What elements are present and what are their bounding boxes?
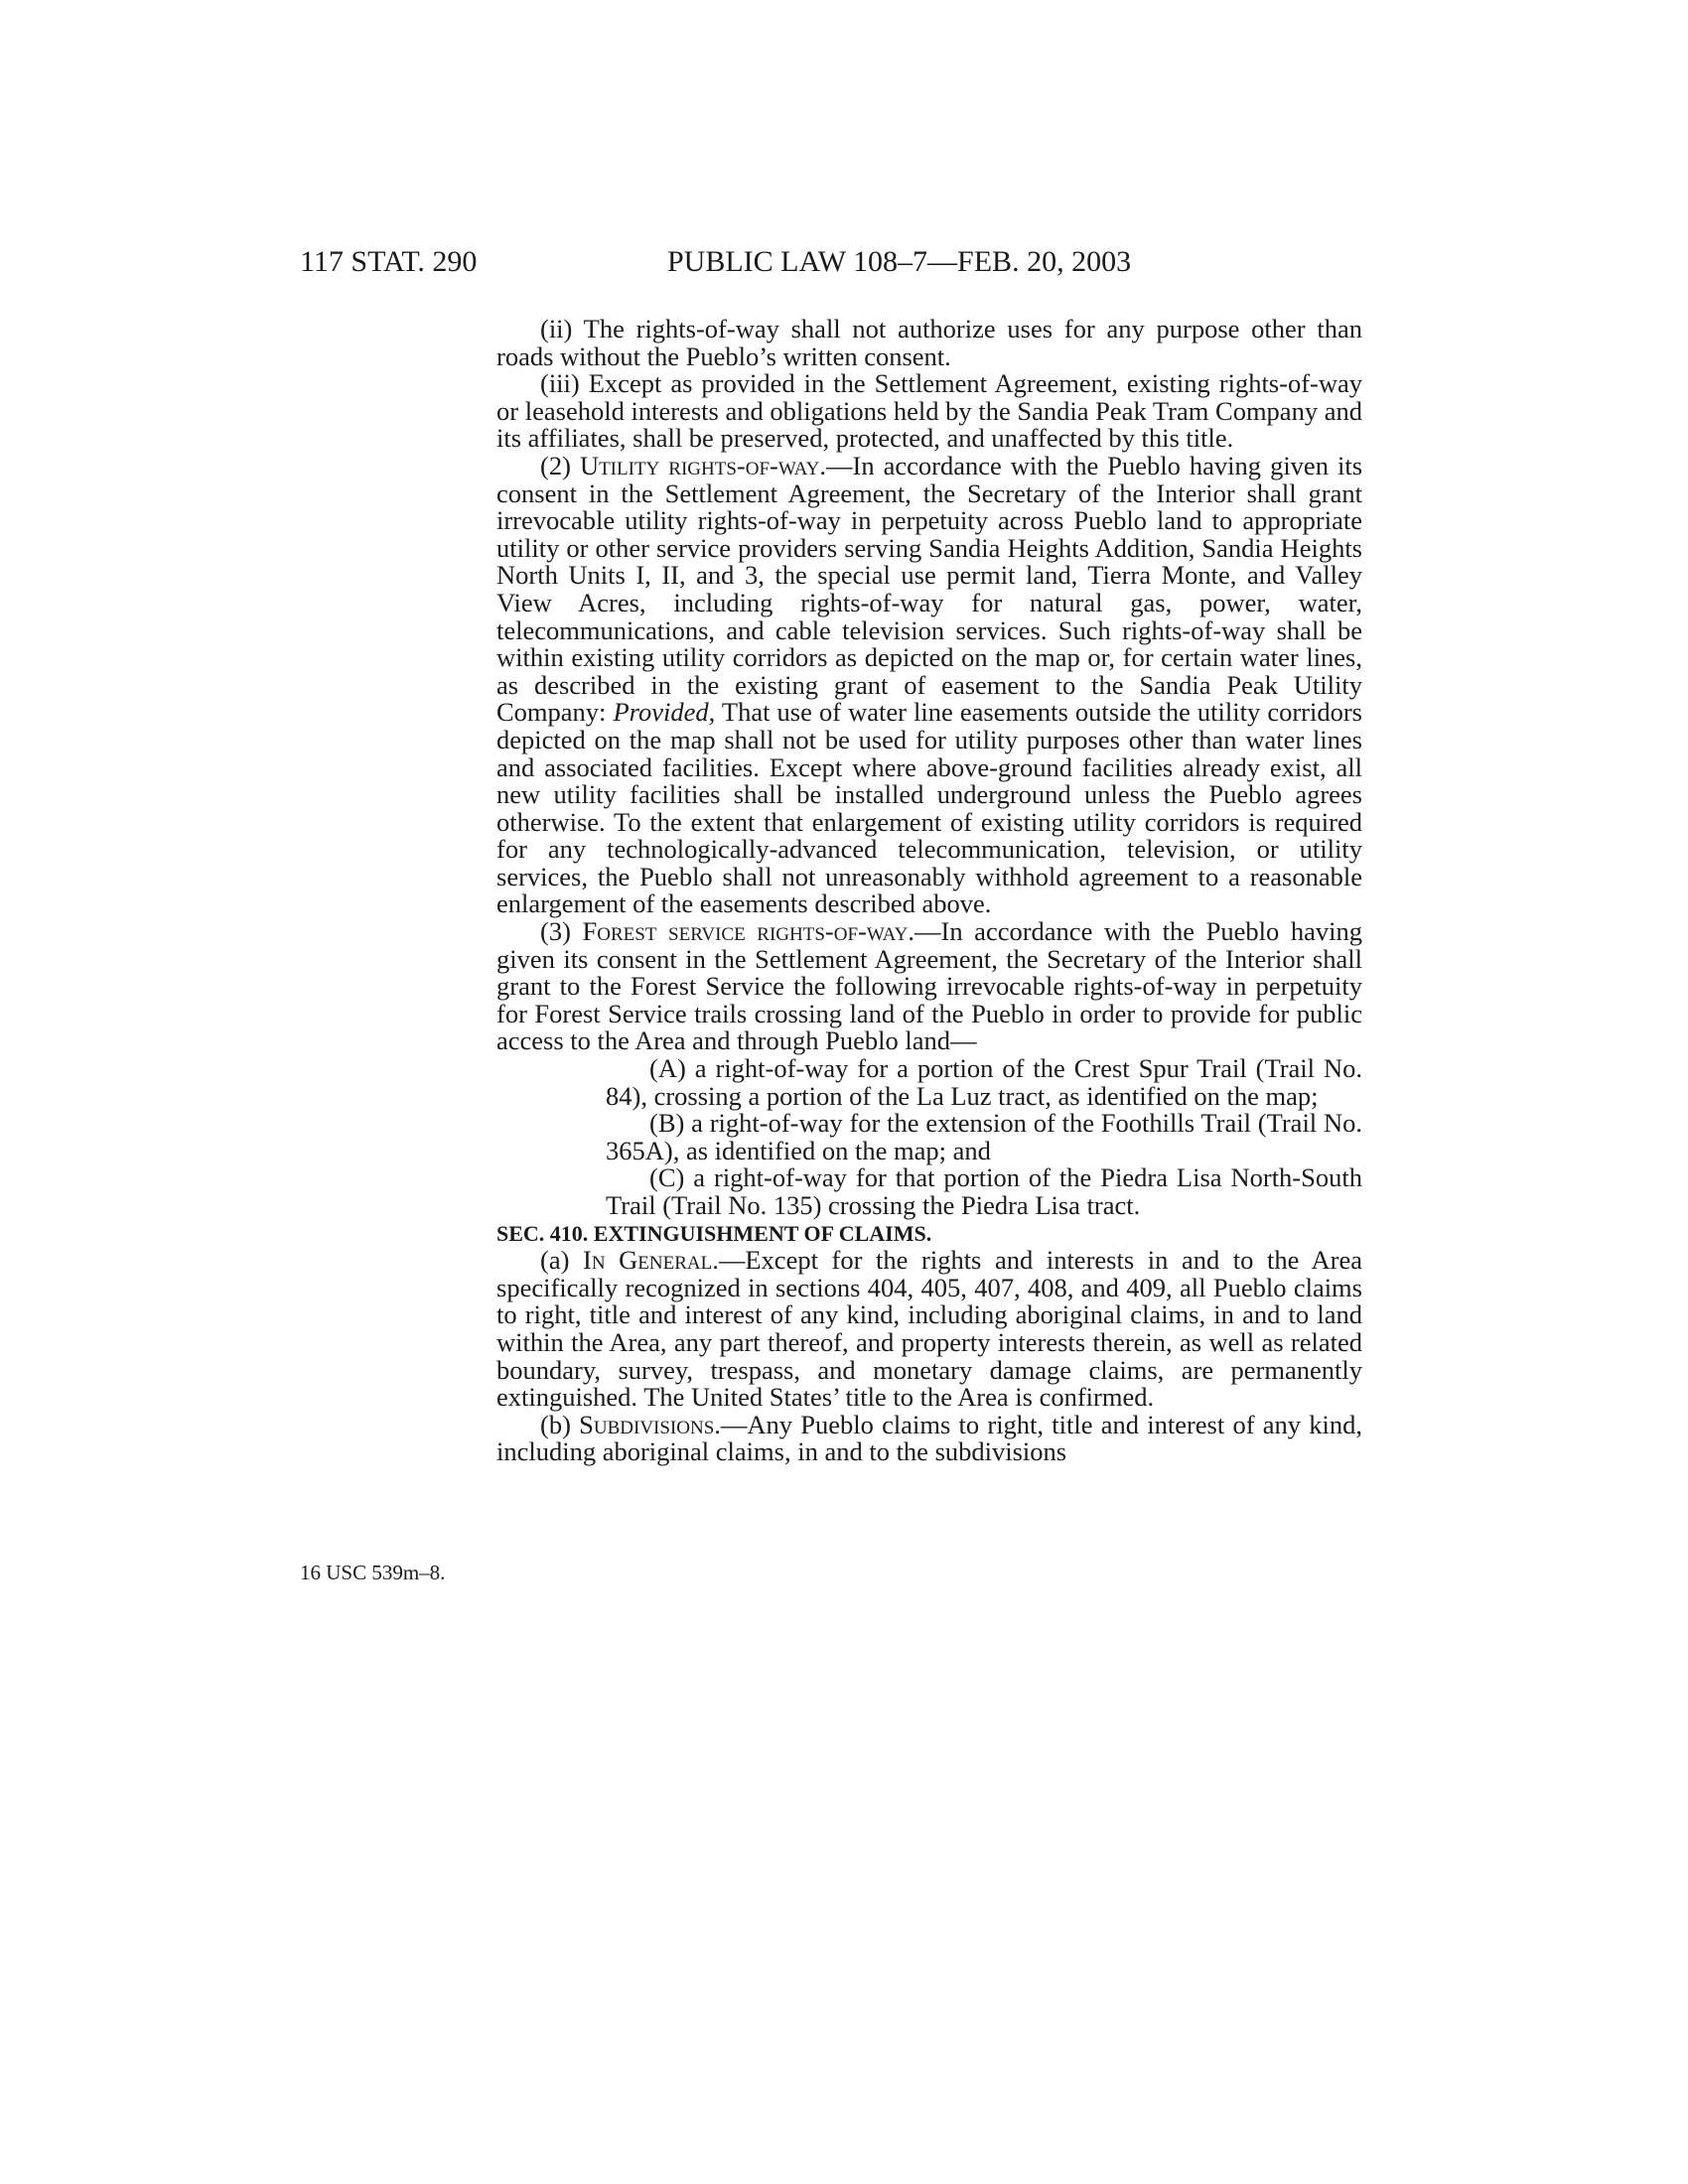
paragraph-2-heading: Utility rights-of-way.: [579, 450, 826, 480]
subsection-b-number: (b): [540, 1409, 571, 1439]
subsection-b-heading: Subdivisions.: [579, 1409, 721, 1439]
paragraph-2-text-a: —In accordance with the Pueblo having given its consent in the Settlement Agreement, the Secretary of the Interior shall grant irrevocable utility rights-of-way in perpetuity across Pueblo land to appropriate utility or other service providers serving Sandia Heights Addition, Sandia Heights North Units I, II, and 3, the special use permit land, Tierra Monte, and Valley View Acres, including rights-of-way for natural gas, power, water, telecommunications, and cable television services. Such rights-of-way shall be within existing utility corridors as depicted on the map or, for certain water lines, as described in the existing grant of easement to the Sandia Peak Utility Company:: [496, 450, 1363, 728]
page-title: PUBLIC LAW 108–7—FEB. 20, 2003: [667, 245, 1132, 278]
paragraph-3-number: (3): [540, 916, 571, 947]
subsection-a-text: —Except for the rights and interests in and to the Area specifically recognized in sections 404, 405, 407, 408, and 409, all Pueblo claims to right, title and interest of any kind, including aboriginal claims, in and to land within the Area, any part thereof, and property interests therein, as well as related boundary, survey, trespass, and monetary damage claims, are permanently extinguished. The United States’ title to the Area is confirmed.: [496, 1245, 1363, 1413]
paragraph-2-italic: Provided,: [613, 697, 716, 728]
paragraph-A: (A) a right-of-way for a portion of the Crest Spur Trail (Trail No. 84), crossing a portion of the La Luz tract, as identified on the map;: [606, 1053, 1362, 1111]
paragraph-2: [496, 450, 1363, 919]
paragraph-iii: (iii) Except as provided in the Settlement Agreement, existing rights-of-way or leasehold interests and obligations held by the Sandia Peak Tram Company and its affiliates, shall be preserved, protected, and unaffected by this title.: [496, 368, 1362, 454]
paragraph-3: [496, 918, 1362, 1055]
subsection-a: [496, 1247, 1362, 1412]
paragraph-B: (B) a right-of-way for the extension of the Foothills Trail (Trail No. 365A), as identified on the map; and: [606, 1108, 1362, 1165]
paragraph-3-text: —In accordance with the Pueblo having given its consent in the Settlement Agreement, the Secretary of the Interior shall grant to the Forest Service the following irrevocable rights-of-way in perpetuity for Forest Service trails crossing land of the Pueblo in order to provide for public access to the Area and through Pueblo land—: [496, 916, 1362, 1056]
subsection-a-number: (a): [540, 1245, 570, 1276]
subsection-a-heading: In General.: [583, 1245, 719, 1276]
margin-citation: 16 USC 539m–8.: [300, 1561, 446, 1584]
subsection-b: [496, 1409, 1362, 1467]
paragraph-3-heading: Forest service rights-of-way.: [582, 916, 914, 947]
paragraph-C: (C) a right-of-way for that portion of the Piedra Lisa North-South Trail (Trail No. 135) crossing the Piedra Lisa tract.: [606, 1162, 1362, 1220]
paragraph-2-text-b: That use of water line easements outside the utility corridors depicted on the map shall not be used for utility purposes other than water lines and associated facilities. Except where above-ground facilities already exist, all new utility facilities shall be installed underground unless the Pueblo agrees otherwise. To the extent that enlargement of existing utility corridors is required for any technologically-advanced telecommunication, television, or utility services, the Pueblo shall not unreasonably withhold agreement to a reasonable enlargement of the easements described above.: [496, 697, 1362, 919]
paragraph-2-number: (2): [540, 450, 571, 480]
section-heading: SEC. 410. EXTINGUISHMENT OF CLAIMS.: [496, 1220, 932, 1246]
statute-reference: 117 STAT. 290: [300, 245, 478, 278]
paragraph-ii: (ii) The rights-of-way shall not authorize uses for any purpose other than roads without the Pueblo’s written consent.: [496, 314, 1362, 371]
document-body: [496, 316, 1362, 1466]
subsection-b-text: —Any Pueblo claims to right, title and interest of any kind, including aboriginal claims, in and to the subdivisions: [496, 1409, 1362, 1467]
page-header: [0, 242, 1688, 282]
